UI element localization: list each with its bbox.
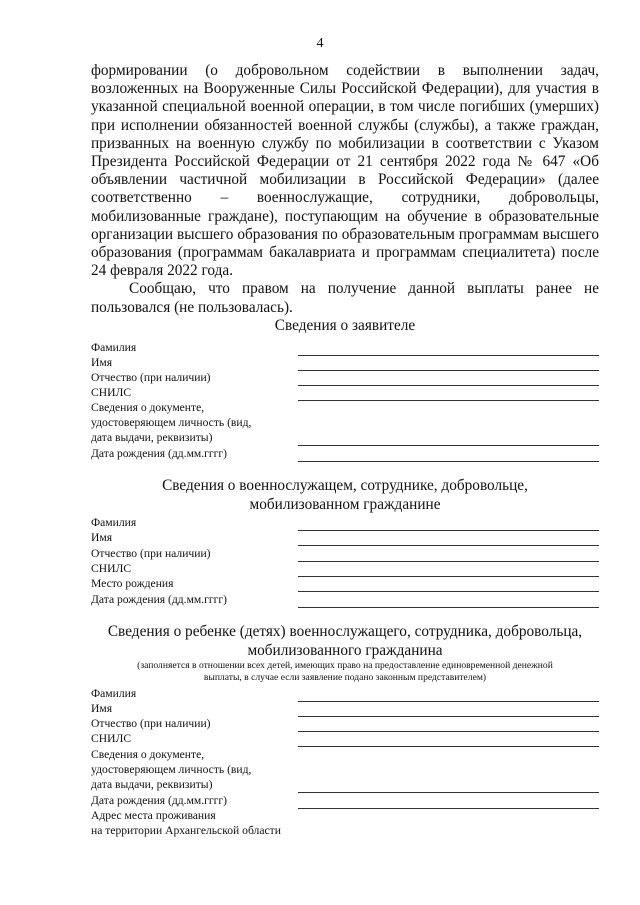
serviceman-patronymic-field[interactable] [298,561,599,562]
child-address-label-2: на территории Архангельской области [91,824,281,837]
intro-paragraph-2: Сообщаю, что правом на получение данной выплаты ранее не пользовался (не пользовалась). [91,280,599,316]
child-doc-field[interactable] [298,792,599,793]
applicant-name-field[interactable] [298,370,599,371]
section-serviceman-title-2: мобилизованном гражданине [249,496,441,513]
serviceman-name-label: Имя [91,531,113,544]
applicant-doc-label-3: дата выдачи, реквизиты) [91,431,213,444]
child-birth-date-label: Дата рождения (дд.мм.гггг) [91,794,228,807]
serviceman-snils-label: СНИЛС [91,562,132,575]
section-children-title-1: Сведения о ребенке (детях) военнослужащего, сотрудника, добровольца, [107,623,583,640]
serviceman-birth-date-label: Дата рождения (дд.мм.гггг) [91,593,228,606]
serviceman-snils-field[interactable] [298,576,599,577]
child-patronymic-label: Отчество (при наличии) [91,717,211,730]
child-surname-field[interactable] [298,701,599,702]
child-surname-label: Фамилия [91,687,137,700]
applicant-snils-label: СНИЛС [91,386,132,399]
section-serviceman-title-1: Сведения о военнослужащем, сотруднике, добровольце, [162,477,528,494]
child-doc-label-3: дата выдачи, реквизиты) [91,778,213,791]
applicant-doc-label-2: удостоверяющем личность (вид, [91,416,252,429]
applicant-surname-label: Фамилия [91,341,137,354]
section-children-note-1: (заполняется в отношении всех детей, имеющих право на предоставление единовременной денежной [137,660,553,671]
applicant-snils-field[interactable] [298,400,599,401]
applicant-doc-label-1: Сведения о документе, [91,401,205,414]
serviceman-surname-field[interactable] [298,530,599,531]
page-number: 4 [316,36,324,51]
intro-text [91,62,599,317]
child-address-label-1: Адрес места проживания [91,809,216,822]
applicant-patronymic-label: Отчество (при наличии) [91,371,211,384]
applicant-doc-field[interactable] [298,445,599,446]
child-snils-field[interactable] [298,746,599,747]
section-applicant-title: Сведения о заявителе [274,317,416,334]
section-children-note-2: выплаты, в случае если заявление подано законным представителем) [203,672,487,683]
applicant-birth-date-label: Дата рождения (дд.мм.гггг) [91,447,228,460]
child-name-label: Имя [91,702,113,715]
applicant-name-label: Имя [91,356,113,369]
section-children-title-2: мобилизованного гражданина [247,642,443,659]
applicant-birth-date-field[interactable] [298,461,599,462]
child-birth-date-field[interactable] [298,808,599,809]
serviceman-birth-place-label: Место рождения [91,577,174,590]
child-doc-label-1: Сведения о документе, [91,748,205,761]
serviceman-patronymic-label: Отчество (при наличии) [91,547,211,560]
child-doc-label-2: удостоверяющем личность (вид, [91,763,252,776]
applicant-surname-field[interactable] [298,355,599,356]
child-name-field[interactable] [298,716,599,717]
child-snils-label: СНИЛС [91,732,132,745]
serviceman-surname-label: Фамилия [91,516,137,529]
intro-paragraph-1: формировании (о добровольном содействии в выполнении задач, возложенных на Вооруженные Силы Российской Федерации), для участия в указанной специальной военной операции, в том числе погибших (умерших) при исполнении обязанностей военной службы (службы), а также граждан, призванных на военную службу по мобилизации в соответствии с Указом Президента Российской Федерации от 21 сентября 2022 года № 647 «Об объявлении частичной мобилизации в Российской Федерации» (далее соответственно – военнослужащие, сотрудники, добровольцы, мобилизованные граждане), поступающим на обучение в образовательные организации высшего образования по образовательным программам высшего образования (программам бакалавриата и программам специалитета) после 24 февраля 2022 года. [91,62,599,280]
child-patronymic-field[interactable] [298,731,599,732]
applicant-patronymic-field[interactable] [298,385,599,386]
serviceman-birth-date-field[interactable] [298,607,599,608]
serviceman-birth-place-field[interactable] [298,591,599,592]
serviceman-name-field[interactable] [298,545,599,546]
